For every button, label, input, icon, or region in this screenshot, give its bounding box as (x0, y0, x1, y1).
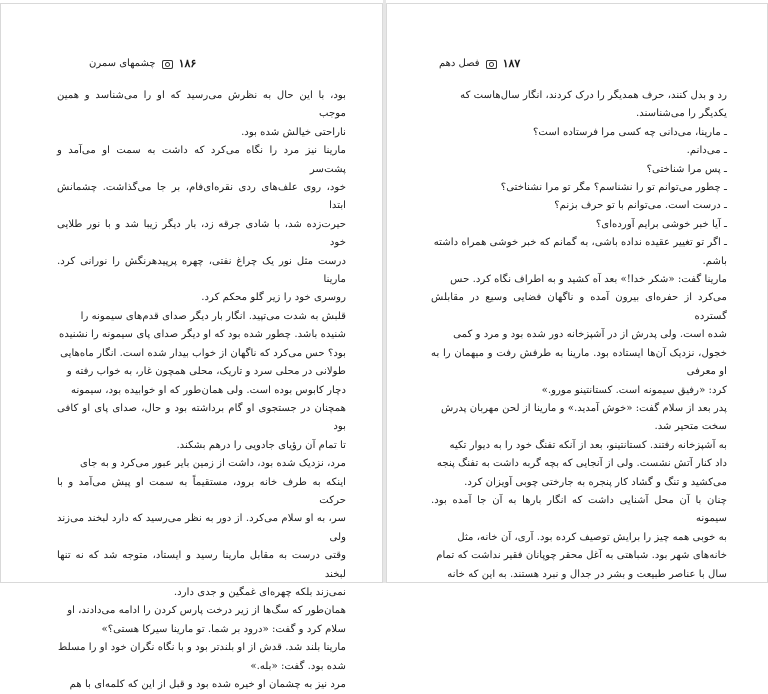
text-line: وقتی درست به مقابل مارینا رسید و ایستاد، متوجه شد که نه تنها لبخند (57, 550, 346, 580)
text-line: کرد: «رفیق سیمونه است. کستانتینو مورو.» (541, 384, 727, 396)
text-line: مرد نیز به چشمان او خیره شده بود و قبل از این که کلمه‌ای با هم (69, 679, 346, 690)
text-line: چنان با آن محل آشنایی داشت که انگار بارها به آن جا آمده بود. سیمونه (431, 494, 727, 525)
text-line: مارینا نیز مرد را نگاه می‌کرد که داشت به سمت او می‌آمد و پشت‌سر (57, 145, 346, 175)
text-line: داد کنار آتش نشست. ولی از آنجایی که بچه گربه داشت به تفنگ پنجه (436, 458, 727, 470)
text-line: شده است. ولی پدرش از در آشپزخانه دور شده بود و مرد و کمی (453, 329, 727, 341)
text-line: رد و بدل کنند، حرف همدیگر را درک کردند، انگار سال‌هاست که (460, 90, 727, 101)
text-line: طولانی در محلی سرد و تاریک، محلی همچون غار، به خواب رفته و (66, 366, 346, 378)
text-line: ـ آیا خبر خوشی برایم آورده‌ای؟ (595, 218, 727, 230)
text-line: به آشپزخانه رفتند. کستانتینو، بعد از آنکه تفنگ خود را به دیوار تکیه (449, 439, 727, 451)
text-line: سلام کرد و گفت: «درود بر شما. تو مارینا سیرکا هستی؟» (101, 623, 346, 635)
text-line: تا تمام آن رؤیای جادویی را درهم بشکند. (176, 439, 346, 451)
right-page-header (439, 56, 520, 72)
text-line: مارینا گفت: «شکر خدا!» بعد آه کشید و به اطراف نگاه کرد. حس (450, 274, 727, 286)
text-line: همان‌طور که سگ‌ها از زیر درخت پارس کردن را ادامه می‌دادند، او (67, 605, 346, 617)
text-line: ـ پس مرا شناختی؟ (646, 163, 727, 175)
text-line: سخت متحیر شد. (654, 421, 727, 433)
text-line: شنیده باشد. چطور شده بود که او دیگر صدای پای سیمونه را نشنیده (59, 329, 346, 341)
text-line: یکدیگر را می‌شناسند. (636, 108, 727, 120)
right-page (386, 3, 768, 583)
text-line: نمی‌زند بلکه چهره‌ای غمگین و جدی دارد. (173, 586, 346, 598)
text-line: ـ مارینا، می‌دانی چه کسی مرا فرستاده است؟ (532, 126, 727, 138)
text-line: به خوبی همه چیز را برایش توصیف کرده بود. آری، آن خانه، مثل (457, 531, 727, 543)
left-page-body (57, 87, 346, 694)
page-number: ۱۸۶ (178, 57, 197, 70)
text-line: حیرت‌زده شد، با شادی جرقه زد، بار دیگر زیبا شد و با نور طلایی خود (57, 218, 346, 249)
page-number: ۱۸۷ (502, 57, 521, 70)
text-line: شده بود. گفت: «بله.» (250, 660, 346, 672)
text-line: باشم. (702, 255, 727, 267)
text-line: ناراحتی خیالش شده بود. (241, 126, 346, 138)
text-line: درست مثل نور یک چراغ نفتی، چهره پرپیدهرنگش را نورانی کرد. مارینا (57, 255, 346, 286)
text-line: ـ می‌دانم. (686, 145, 727, 157)
text-line: ـ چطور می‌توانم تو را نشناسم؟ مگر تو مرا نشناختی؟ (500, 182, 727, 194)
left-page-header (89, 56, 196, 72)
text-line: سر، به او سلام می‌کرد. از دور به نظر می‌رسید که دارد لبخند می‌زند ولی (57, 513, 346, 543)
ornament-icon (162, 60, 173, 69)
text-line: سال با عناصر طبیعت و بشر در جدال و نبرد هستند. به این که خانه (447, 568, 727, 580)
text-line: دچار کابوس بوده است. ولی همان‌طور که او خوابیده بود، سیمونه (71, 384, 346, 396)
text-line: قلبش به شدت می‌تپید. انگار بار دیگر صدای قدم‌های سیمونه را (80, 310, 346, 322)
text-line: می‌کرد از حفره‌ای بیرون آمده و ناگهان فضایی وسیع در مقابلش گسترده (431, 292, 727, 322)
text-line: مارینا بلند شد. قدش از او بلندتر بود و با نگاه نگران خود او را مسلط (57, 642, 346, 654)
text-line: خود، روی علف‌های ردی نقره‌ای‌فام، بر جا می‌گذاشت. چشمانش ابتدا (57, 182, 346, 212)
left-page (0, 3, 383, 690)
text-line: پدر بعد از سلام گفت: «خوش آمدید.» و مارینا از لحن مهربان پدرش (440, 402, 727, 414)
text-line: خانه‌های شهر بود. شباهتی به آغل محقر چوپانان فقیر نداشت که تمام (436, 550, 727, 562)
running-title: چشمهای سمرن (89, 58, 156, 69)
text-line: همچنان در جستجوی او گام برداشته بود و حال، صدای پای او کافی بود (57, 402, 346, 433)
text-line: می‌کشید و تنگ و گشاد کار پنجره به جارختی چوبی آویزان کرد. (464, 476, 727, 488)
text-line: ـ درست است. می‌توانم با تو حرف بزنم؟ (554, 200, 727, 212)
right-page-body (431, 87, 727, 584)
text-line: بود، با این حال به نظرش می‌رسید که او را می‌شناسد و همین موجب (57, 90, 346, 120)
text-line: بود؟ حس می‌کرد که ناگهان از خواب بیدار شده است. انگار ماه‌هایی (60, 347, 346, 359)
text-line: اینکه به طرف خانه برود، مستقیماً به سمت او پیش می‌آمد و با حرکت (57, 476, 346, 506)
text-line: روسری خود را زیر گلو محکم کرد. (201, 292, 346, 304)
text-line: خجول، نزدیک آن‌ها ایستاده بود. مارینا به طرفش رفت و میهمان را به او معرفی (431, 347, 727, 378)
ornament-icon (486, 60, 497, 69)
running-title: فصل دهم (439, 58, 480, 69)
text-line: ـ اگر تو تغییر عقیده نداده باشی، به گمانم که خبر خوشی همراه داشته (433, 237, 727, 249)
text-line: مرد، نزدیک شده بود، داشت از زمین بایر عبور می‌کرد و به جای (80, 458, 346, 470)
